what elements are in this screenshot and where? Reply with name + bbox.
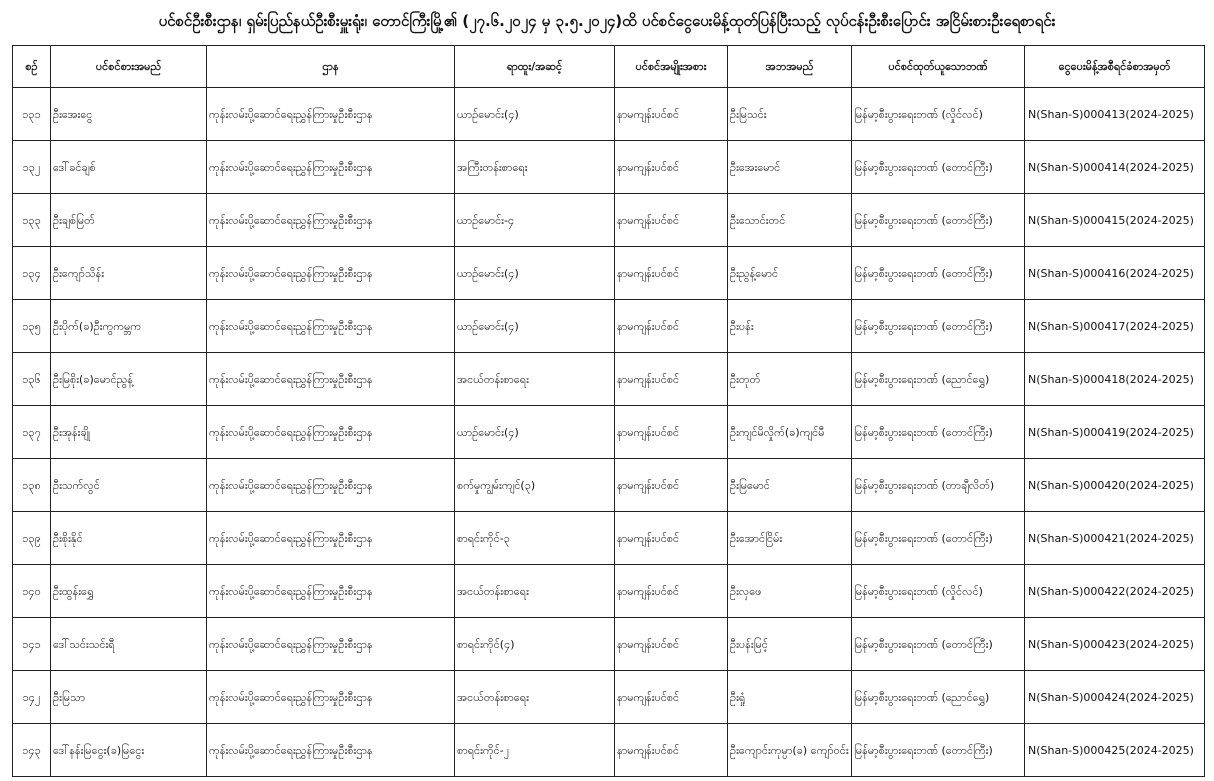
order-number-cell: N(Shan-S)000415(2024-2025) xyxy=(1025,194,1205,247)
serial-cell: ၁၃၇ xyxy=(13,406,51,459)
department-cell: ကုန်းလမ်းပို့ဆောင်ရေးညွှန်ကြားမှုဦးစီးဌာန xyxy=(207,247,455,300)
pension-type-cell: နာမကျန်းပင်စင် xyxy=(615,724,728,777)
header-rank: ရာထူး/အဆင့် xyxy=(455,46,615,88)
table-row xyxy=(13,141,1205,194)
department-cell: ကုန်းလမ်းပို့ဆောင်ရေးညွှန်ကြားမှုဦးစီးဌာန xyxy=(207,194,455,247)
header-bank: ပင်စင်ထုတ်ယူသောဘဏ် xyxy=(852,46,1025,88)
table-row xyxy=(13,194,1205,247)
father-name-cell: ဦးတုတ် xyxy=(728,353,852,406)
father-name-cell: ဦးသောင်းတင် xyxy=(728,194,852,247)
pension-type-cell: နာမကျန်းပင်စင် xyxy=(615,300,728,353)
serial-cell: ၁၃၄ xyxy=(13,247,51,300)
rank-cell: စာရင်းကိုင်(၄) xyxy=(455,618,615,671)
bank-cell: မြန်မာ့စီးပွားရေးဘဏ် (လှိုင်လင်) xyxy=(852,565,1025,618)
pensioner-name-cell: ဦးစိုးနိုင် xyxy=(51,512,207,565)
bank-cell: မြန်မာ့စီးပွားရေးဘဏ် (လှိုင်လင်) xyxy=(852,88,1025,141)
department-cell: ကုန်းလမ်းပို့ဆောင်ရေးညွှန်ကြားမှုဦးစီးဌာန xyxy=(207,565,455,618)
father-name-cell: ဦးကျင်မိလှိုက်(ခ)ကျင်မီ xyxy=(728,406,852,459)
header-father-name: အဘအမည် xyxy=(728,46,852,88)
table-row xyxy=(13,512,1205,565)
father-name-cell: ဦးအေးမောင် xyxy=(728,141,852,194)
pension-type-cell: နာမကျန်းပင်စင် xyxy=(615,88,728,141)
header-row xyxy=(13,46,1205,88)
pensioner-name-cell: ဦးအုန်းချို xyxy=(51,406,207,459)
table-row xyxy=(13,459,1205,512)
table-row xyxy=(13,565,1205,618)
pension-type-cell: နာမကျန်းပင်စင် xyxy=(615,353,728,406)
table-row xyxy=(13,247,1205,300)
rank-cell: စာရင်းကိုင်-၃ xyxy=(455,512,615,565)
department-cell: ကုန်းလမ်းပို့ဆောင်ရေးညွှန်ကြားမှုဦးစီးဌာန xyxy=(207,406,455,459)
header-order-number: ငွေပေးမိန့်အစီရင်ခံစာအမှတ် xyxy=(1025,46,1205,88)
pension-type-cell: နာမကျန်းပင်စင် xyxy=(615,565,728,618)
rank-cell: ယာဉ်မောင်း(၄) xyxy=(455,406,615,459)
serial-cell: ၁၃၂ xyxy=(13,141,51,194)
order-number-cell: N(Shan-S)000421(2024-2025) xyxy=(1025,512,1205,565)
table-row xyxy=(13,353,1205,406)
bank-cell: မြန်မာ့စီးပွားရေးဘဏ် (တောင်ကြီး) xyxy=(852,724,1025,777)
serial-cell: ၁၃၅ xyxy=(13,300,51,353)
pension-type-cell: နာမကျန်းပင်စင် xyxy=(615,512,728,565)
department-cell: ကုန်းလမ်းပို့ဆောင်ရေးညွှန်ကြားမှုဦးစီးဌာန xyxy=(207,141,455,194)
rank-cell: အငယ်တန်းစာရေး xyxy=(455,671,615,724)
pension-type-cell: နာမကျန်းပင်စင် xyxy=(615,141,728,194)
order-number-cell: N(Shan-S)000414(2024-2025) xyxy=(1025,141,1205,194)
father-name-cell: ဦးပန်း xyxy=(728,300,852,353)
pension-type-cell: နာမကျန်းပင်စင် xyxy=(615,194,728,247)
bank-cell: မြန်မာ့စီးပွားရေးဘဏ် (တောင်ကြီး) xyxy=(852,141,1025,194)
pensioner-name-cell: ဦးမြသာ xyxy=(51,671,207,724)
header-department: ဌာန xyxy=(207,46,455,88)
department-cell: ကုန်းလမ်းပို့ဆောင်ရေးညွှန်ကြားမှုဦးစီးဌာန xyxy=(207,724,455,777)
serial-cell: ၁၃၈ xyxy=(13,459,51,512)
bank-cell: မြန်မာ့စီးပွားရေးဘဏ် (တောင်ကြီး) xyxy=(852,194,1025,247)
rank-cell: အငယ်တန်းစာရေး xyxy=(455,565,615,618)
pensioner-name-cell: ဒေါ်နန်းမြငွေး(ခ)မြငွေး xyxy=(51,724,207,777)
father-name-cell: ဦးမြသင်း xyxy=(728,88,852,141)
order-number-cell: N(Shan-S)000425(2024-2025) xyxy=(1025,724,1205,777)
pensioner-name-cell: ဒေါ်ခင်ချစ် xyxy=(51,141,207,194)
header-serial: စဉ် xyxy=(13,46,51,88)
pensioner-name-cell: ဦးထွန်းရွှေ xyxy=(51,565,207,618)
serial-cell: ၁၄၀ xyxy=(13,565,51,618)
table-row xyxy=(13,618,1205,671)
order-number-cell: N(Shan-S)000418(2024-2025) xyxy=(1025,353,1205,406)
department-cell: ကုန်းလမ်းပို့ဆောင်ရေးညွှန်ကြားမှုဦးစီးဌာန xyxy=(207,88,455,141)
serial-cell: ၁၄၂ xyxy=(13,671,51,724)
father-name-cell: ဦးမြမောင် xyxy=(728,459,852,512)
order-number-cell: N(Shan-S)000420(2024-2025) xyxy=(1025,459,1205,512)
table-row xyxy=(13,406,1205,459)
department-cell: ကုန်းလမ်းပို့ဆောင်ရေးညွှန်ကြားမှုဦးစီးဌာန xyxy=(207,300,455,353)
pensioner-name-cell: ဒေါ်သင်းသင်းရီ xyxy=(51,618,207,671)
department-cell: ကုန်းလမ်းပို့ဆောင်ရေးညွှန်ကြားမှုဦးစီးဌာန xyxy=(207,353,455,406)
father-name-cell: ဦးညွန့်မောင် xyxy=(728,247,852,300)
father-name-cell: ဦးအောင်ငြိမ်း xyxy=(728,512,852,565)
serial-cell: ၁၃၃ xyxy=(13,194,51,247)
rank-cell: ယာဉ်မောင်း-၄ xyxy=(455,194,615,247)
serial-cell: ၁၃၉ xyxy=(13,512,51,565)
header-pensioner-name: ပင်စင်စားအမည် xyxy=(51,46,207,88)
table-row xyxy=(13,724,1205,777)
order-number-cell: N(Shan-S)000417(2024-2025) xyxy=(1025,300,1205,353)
serial-cell: ၁၄၃ xyxy=(13,724,51,777)
table-row xyxy=(13,671,1205,724)
rank-cell: စက်မှုကျွမ်းကျင်(၃) xyxy=(455,459,615,512)
bank-cell: မြန်မာ့စီးပွားရေးဘဏ် (တောင်ကြီး) xyxy=(852,300,1025,353)
rank-cell: စာရင်းကိုင်-၂ xyxy=(455,724,615,777)
bank-cell: မြန်မာ့စီးပွားရေးဘဏ် (ညောင်ရွှေ) xyxy=(852,353,1025,406)
table-row xyxy=(13,300,1205,353)
table-body xyxy=(13,88,1205,777)
pensioner-name-cell: ဦးအေးငွေ xyxy=(51,88,207,141)
order-number-cell: N(Shan-S)000416(2024-2025) xyxy=(1025,247,1205,300)
pensioner-name-cell: ဦးမြစိုး(ခ)မောင်ညွန့် xyxy=(51,353,207,406)
header-pension-type: ပင်စင်အမျိုးအစား xyxy=(615,46,728,88)
rank-cell: ယာဉ်မောင်း(၄) xyxy=(455,88,615,141)
bank-cell: မြန်မာ့စီးပွားရေးဘဏ် (တာချီလိတ်) xyxy=(852,459,1025,512)
father-name-cell: ဦးကျောင်းကုမ္ပာ(ခ) ကျော်ဝင်း xyxy=(728,724,852,777)
rank-cell: အကြီးတန်းစာရေး xyxy=(455,141,615,194)
bank-cell: မြန်မာ့စီးပွားရေးဘဏ် (ညောင်ရွှေ) xyxy=(852,671,1025,724)
pension-type-cell: နာမကျန်းပင်စင် xyxy=(615,459,728,512)
pension-table xyxy=(12,45,1205,777)
father-name-cell: ဦးရှုံ xyxy=(728,671,852,724)
bank-cell: မြန်မာ့စီးပွားရေးဘဏ် (တောင်ကြီး) xyxy=(852,618,1025,671)
department-cell: ကုန်းလမ်းပို့ဆောင်ရေးညွှန်ကြားမှုဦးစီးဌာန xyxy=(207,459,455,512)
pensioner-name-cell: ဦးချစ်မြတ် xyxy=(51,194,207,247)
table-row xyxy=(13,88,1205,141)
order-number-cell: N(Shan-S)000419(2024-2025) xyxy=(1025,406,1205,459)
pension-type-cell: နာမကျန်းပင်စင် xyxy=(615,247,728,300)
order-number-cell: N(Shan-S)000422(2024-2025) xyxy=(1025,565,1205,618)
bank-cell: မြန်မာ့စီးပွားရေးဘဏ် (တောင်ကြီး) xyxy=(852,406,1025,459)
pensioner-name-cell: ဦးကျော်သိန်း xyxy=(51,247,207,300)
order-number-cell: N(Shan-S)000424(2024-2025) xyxy=(1025,671,1205,724)
rank-cell: အငယ်တန်းစာရေး xyxy=(455,353,615,406)
order-number-cell: N(Shan-S)000423(2024-2025) xyxy=(1025,618,1205,671)
father-name-cell: ဦးလှဖေ xyxy=(728,565,852,618)
page-title: ပင်စင်ဦးစီးဌာန၊ ရှမ်းပြည်နယ်ဦးစီးမှူးရုံး၊ တောင်ကြီးမြို့၏ (၂၇.၆.၂၀၂၄ မှ ၃.၅.၂၀၂၄)ထိ ပင်စင်ငွေပေးမိန့်ထုတ်ပြန်ပြီးသည့် လုပ်ငန်းဦးစီးပြောင်း အငြိမ်းစားဦးရေစာရင်း xyxy=(158,12,1056,30)
department-cell: ကုန်းလမ်းပို့ဆောင်ရေးညွှန်ကြားမှုဦးစီးဌာန xyxy=(207,671,455,724)
pensioner-name-cell: ဦးသက်လွင် xyxy=(51,459,207,512)
serial-cell: ၁၃၁ xyxy=(13,88,51,141)
serial-cell: ၁၃၆ xyxy=(13,353,51,406)
bank-cell: မြန်မာ့စီးပွားရေးဘဏ် (တောင်ကြီး) xyxy=(852,512,1025,565)
rank-cell: ယာဉ်မောင်း(၄) xyxy=(455,300,615,353)
pension-type-cell: နာမကျန်းပင်စင် xyxy=(615,618,728,671)
order-number-cell: N(Shan-S)000413(2024-2025) xyxy=(1025,88,1205,141)
father-name-cell: ဦးပန်းမြင့် xyxy=(728,618,852,671)
rank-cell: ယာဉ်မောင်း(၄) xyxy=(455,247,615,300)
department-cell: ကုန်းလမ်းပို့ဆောင်ရေးညွှန်ကြားမှုဦးစီးဌာန xyxy=(207,618,455,671)
bank-cell: မြန်မာ့စီးပွားရေးဘဏ် (တောင်ကြီး) xyxy=(852,247,1025,300)
serial-cell: ၁၄၁ xyxy=(13,618,51,671)
pension-type-cell: နာမကျန်းပင်စင် xyxy=(615,406,728,459)
pension-type-cell: နာမကျန်းပင်စင် xyxy=(615,671,728,724)
pensioner-name-cell: ဦးပိုက်(ခ)ဦးကွကမ္ဘက xyxy=(51,300,207,353)
department-cell: ကုန်းလမ်းပို့ဆောင်ရေးညွှန်ကြားမှုဦးစီးဌာန xyxy=(207,512,455,565)
